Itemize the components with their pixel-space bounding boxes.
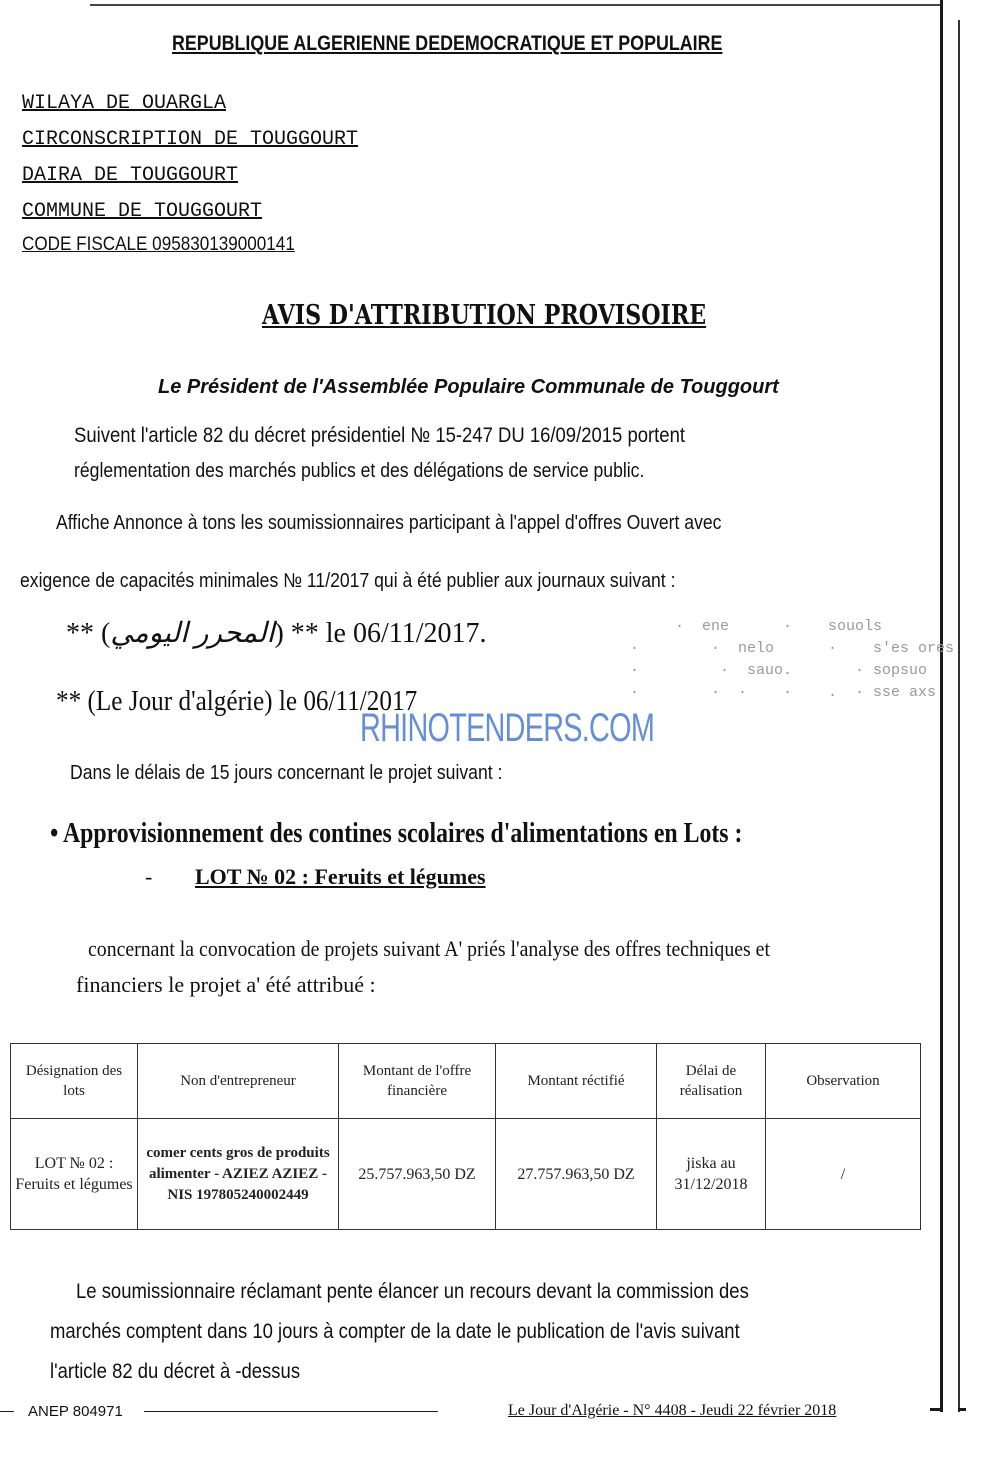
journal-1-suffix: ) ** le 06/11/2017. — [274, 618, 487, 649]
cell-montant-rectifie: 27.757.963,50 DZ — [496, 1119, 657, 1230]
intro-line-1: Suivent l'article 82 du décret présidentiel № 15-247 DU 16/09/2015 portent — [74, 424, 685, 447]
header-observation: Observation — [766, 1044, 921, 1119]
cell-montant-offre: 25.757.963,50 DZ — [339, 1119, 496, 1230]
header-montant-offre: Montant de l'offre financière — [339, 1044, 496, 1119]
bullet-icon: • — [50, 818, 59, 849]
header-montant-rectifie: Montant réctifié — [496, 1044, 657, 1119]
code-fiscale-line: CODE FISCALE 095830139000141 — [22, 234, 295, 255]
page-title: AVIS D'ATTRIBUTION PROVISOIRE — [262, 300, 707, 331]
recours-line-1: Le soumissionnaire réclamant pente élancer un recours devant la commission des — [76, 1280, 749, 1303]
wilaya-line: WILAYA DE OUARGLA — [22, 92, 227, 115]
anep-reference: ANEP 804971 — [28, 1403, 123, 1420]
footer-rule — [144, 1411, 438, 1412]
journal-1-prefix: ** ( — [66, 618, 111, 649]
publication-reference: Le Jour d'Algérie - N° 4408 - Jeudi 22 février 2018 — [508, 1402, 837, 1419]
daira-line: DAIRA DE TOUGGOURT — [22, 164, 239, 187]
header-designation: Désignation des lots — [11, 1044, 138, 1119]
cell-delai: jiska au 31/12/2018 — [657, 1119, 766, 1230]
project-heading — [50, 818, 742, 850]
page-frame-right — [940, 0, 943, 1412]
bleed-through-text: · ene · souols · · nelo · s'es ores · · sauo. · sopsuo · · · · . · sse axs — [630, 618, 955, 701]
watermark: RHINOTENDERS.COM — [360, 706, 655, 750]
circonscription-line: CIRCONSCRIPTION DE TOUGGOURT — [22, 128, 359, 151]
intro-line-2: réglementation des marchés publics et des délégations de service public. — [74, 460, 645, 482]
attribution-line-2: financiers le projet a' été attribué : — [76, 972, 376, 997]
attribution-line-1: concernant la convocation de projets suivant A' priés l'analyse des offres techniques et — [88, 936, 770, 961]
journal-2: ** (Le Jour d'algérie) le 06/11/2017 — [56, 686, 418, 717]
recours-line-2: marchés comptent dans 10 jours à compter de la date le publication de l'avis suivant — [50, 1320, 740, 1343]
commune-line: COMMUNE DE TOUGGOURT — [22, 200, 263, 223]
journal-1-arabic-name: المحرر اليومي — [110, 618, 275, 649]
cell-lot: LOT № 02 : Feruits et légumes — [11, 1119, 138, 1230]
table-header-row — [11, 1044, 921, 1119]
header-entrepreneur: Non d'entrepreneur — [138, 1044, 339, 1119]
page-frame-corner-outer — [958, 1408, 966, 1411]
cell-entrepreneur: comer cents gros de produits alimenter - AZIEZ AZIEZ - NIS 197805240002449 — [138, 1119, 339, 1230]
journal-1 — [66, 616, 487, 650]
intro-line-3: Affiche Annonce à tons les soumissionnaires participant à l'appel d'offres Ouvert avec — [56, 512, 722, 534]
republic-heading: REPUBLIQUE ALGERIENNE DEDEMOCRATIQUE ET POPULAIRE — [172, 32, 723, 55]
page-subtitle: Le Président de l'Assemblée Populaire Communale de Touggourt — [158, 376, 779, 398]
intro-line-4: exigence de capacités minimales № 11/2017 qui à été publier aux journaux suivant : — [20, 570, 676, 592]
lot-dash: - — [145, 864, 153, 889]
award-table — [10, 1043, 921, 1230]
page-frame-top — [90, 4, 942, 6]
recours-line-3: l'article 82 du décret à -dessus — [50, 1360, 301, 1383]
footer-rule-start — [0, 1411, 14, 1412]
lot-heading: LOT № 02 : Feruits et légumes — [195, 864, 486, 889]
table-row — [11, 1119, 921, 1230]
cell-observation: / — [766, 1119, 921, 1230]
delay-text: Dans le délais de 15 jours concernant le projet suivant : — [70, 762, 503, 784]
page-frame-right-outer — [958, 20, 960, 1412]
header-delai: Délai de réalisation — [657, 1044, 766, 1119]
page-frame-corner — [930, 1408, 942, 1411]
project-heading-text: Approvisionnement des contines scolaires d'alimentations en Lots : — [62, 818, 743, 849]
